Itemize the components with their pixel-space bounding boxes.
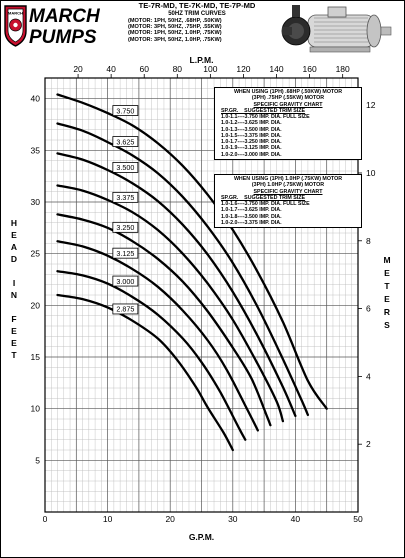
y-axis-title-letter: H bbox=[10, 218, 18, 228]
x2-tick-label: 120 bbox=[236, 64, 251, 74]
y-axis-title-letter: E bbox=[11, 230, 17, 240]
box1-row: 1.0-1.2----3.625 IMP. DIA. bbox=[221, 120, 282, 127]
y-axis-title-letter: F bbox=[11, 314, 17, 324]
box1-row: 1.0-2.0----3.000 IMP. DIA. bbox=[221, 151, 282, 158]
specific-gravity-box-2 bbox=[214, 174, 362, 228]
y-axis-title-letter: I bbox=[12, 278, 16, 288]
y2-axis-title bbox=[381, 255, 393, 333]
box2-row: 1.0-1.8----3.500 IMP. DIA. bbox=[221, 213, 282, 220]
y-tick-label: 25 bbox=[30, 248, 40, 259]
trim-label: 2.875 bbox=[116, 304, 135, 314]
box2-row: 1.0-2.0----3.375 IMP. DIA. bbox=[221, 219, 282, 226]
y-axis-title-letter: E bbox=[11, 338, 17, 348]
x2-tick-label: 60 bbox=[139, 64, 149, 74]
box1-heading: SPECIFIC GRAVITY CHART bbox=[253, 101, 323, 108]
motor-spec: (MOTOR: 3PH, 50HZ, 1.0HP, .75KW) bbox=[128, 36, 222, 43]
box2-row: 1.0-1.6----3.750 IMP. DIA. FULL SIZE bbox=[221, 201, 310, 207]
page-title: TE-7R-MD, TE-7K-MD, TE-7P-MD bbox=[138, 1, 256, 10]
box1-col-header: SP.GR. SUGGESTED TRIM SIZE bbox=[221, 107, 306, 114]
y2-tick-label: 10 bbox=[366, 167, 376, 178]
x-tick-label: 50 bbox=[353, 514, 363, 524]
box2-heading: SPECIFIC GRAVITY CHART bbox=[253, 188, 323, 195]
motor-spec: (MOTOR: 1PH, 50HZ, 1.0HP, .75KW) bbox=[128, 30, 222, 37]
y2-axis-title-letter: E bbox=[384, 268, 390, 278]
y-tick-label: 40 bbox=[30, 93, 40, 104]
y-axis-title-letter bbox=[8, 302, 20, 314]
x2-tick-label: 140 bbox=[269, 64, 284, 74]
trim-label: 3.500 bbox=[116, 163, 135, 173]
emblem-text: MARCH bbox=[8, 10, 23, 16]
y2-axis-title-letter: M bbox=[383, 255, 391, 265]
motor-spec: (MOTOR: 3PH, 50HZ, .75HP, .55KW) bbox=[128, 24, 222, 31]
x2-tick-label: 160 bbox=[302, 64, 317, 74]
y2-axis-title-letter: T bbox=[384, 281, 390, 291]
trim-label: 3.375 bbox=[116, 193, 135, 203]
y-tick-label: 30 bbox=[30, 197, 40, 207]
page-subtitle: 50HZ TRIM CURVES bbox=[168, 10, 226, 17]
x-tick-label: 30 bbox=[228, 514, 238, 524]
y-axis-title-letter: D bbox=[10, 254, 18, 264]
x2-tick-label: 20 bbox=[73, 64, 83, 74]
box1-row: 1.0-1.5----3.375 IMP. DIA. bbox=[221, 132, 282, 139]
trim-label: 3.625 bbox=[116, 137, 135, 147]
specific-gravity-box-1 bbox=[214, 87, 362, 160]
x2-tick-label: 100 bbox=[203, 64, 218, 74]
y-axis-title bbox=[8, 218, 20, 362]
y-axis-title-letter: N bbox=[10, 290, 18, 300]
y2-tick-label: 2 bbox=[366, 439, 371, 450]
trim-label: 3.750 bbox=[116, 106, 135, 116]
box1-row: 1.0-1.1----3.750 IMP. DIA. FULL SIZE bbox=[221, 114, 310, 120]
x-tick-label: 10 bbox=[102, 514, 113, 524]
box2-line1: WHEN USING (1PH) 1.0HP (.75KW) MOTOR bbox=[233, 176, 343, 182]
x-tick-label: 0 bbox=[42, 514, 48, 524]
y2-tick-label: 4 bbox=[366, 371, 371, 382]
box1-line1: WHEN USING (1PH) .68HP (.50KW) MOTOR bbox=[233, 89, 343, 95]
trim-label: 3.000 bbox=[116, 276, 135, 286]
y-axis-title-letter bbox=[8, 266, 20, 278]
box1-row: 1.0-1.9----3.125 IMP. DIA. bbox=[221, 145, 282, 152]
y-tick-label: 10 bbox=[30, 403, 40, 414]
brand-line1: MARCH bbox=[29, 6, 100, 27]
y-axis-title-letter: E bbox=[11, 326, 17, 336]
box2-col-header: SP.GR. SUGGESTED TRIM SIZE bbox=[221, 194, 306, 201]
y-tick-label: 35 bbox=[30, 145, 40, 156]
y-axis-title-letter: T bbox=[11, 350, 17, 360]
y2-tick-label: 8 bbox=[366, 235, 371, 246]
y2-axis-title-letter: R bbox=[383, 307, 391, 317]
brand-line2: PUMPS bbox=[29, 27, 97, 48]
motor-spec: (MOTOR: 1PH, 50HZ, .68HP, .50KW) bbox=[128, 17, 222, 24]
y-axis-title-letter: A bbox=[10, 242, 18, 252]
x2-tick-label: 40 bbox=[106, 64, 116, 74]
x-tick-label: 20 bbox=[165, 514, 175, 524]
trim-label: 3.250 bbox=[116, 223, 135, 233]
x-axis-title: G.P.M. bbox=[188, 532, 215, 542]
trim-label: 3.125 bbox=[116, 248, 135, 258]
y-tick-label: 20 bbox=[30, 300, 40, 311]
x2-tick-label: 80 bbox=[172, 64, 183, 74]
y2-tick-label: 12 bbox=[366, 100, 376, 111]
box1-row: 1.0-1.7----3.250 IMP. DIA. bbox=[221, 139, 282, 145]
y2-axis-title-letter: S bbox=[384, 320, 390, 330]
y-tick-label: 5 bbox=[35, 455, 40, 466]
box2-line2: (3PH) 1.0HP (.75KW) MOTOR bbox=[251, 182, 325, 189]
x2-axis-title: L.P.M. bbox=[189, 55, 214, 65]
y2-tick-label: 6 bbox=[366, 303, 371, 314]
trim-curve-labels bbox=[113, 106, 138, 314]
y2-axis-title-letter: E bbox=[384, 294, 390, 304]
box2-row: 1.0-1.7----3.625 IMP. DIA. bbox=[221, 207, 282, 214]
x-tick-label: 40 bbox=[290, 514, 301, 524]
box1-line2: (3PH) .75HP (.55KW) MOTOR bbox=[251, 95, 325, 102]
box1-row: 1.0-1.3----3.500 IMP. DIA. bbox=[221, 126, 282, 133]
x2-tick-label: 180 bbox=[335, 64, 350, 74]
y-tick-label: 15 bbox=[30, 352, 40, 362]
